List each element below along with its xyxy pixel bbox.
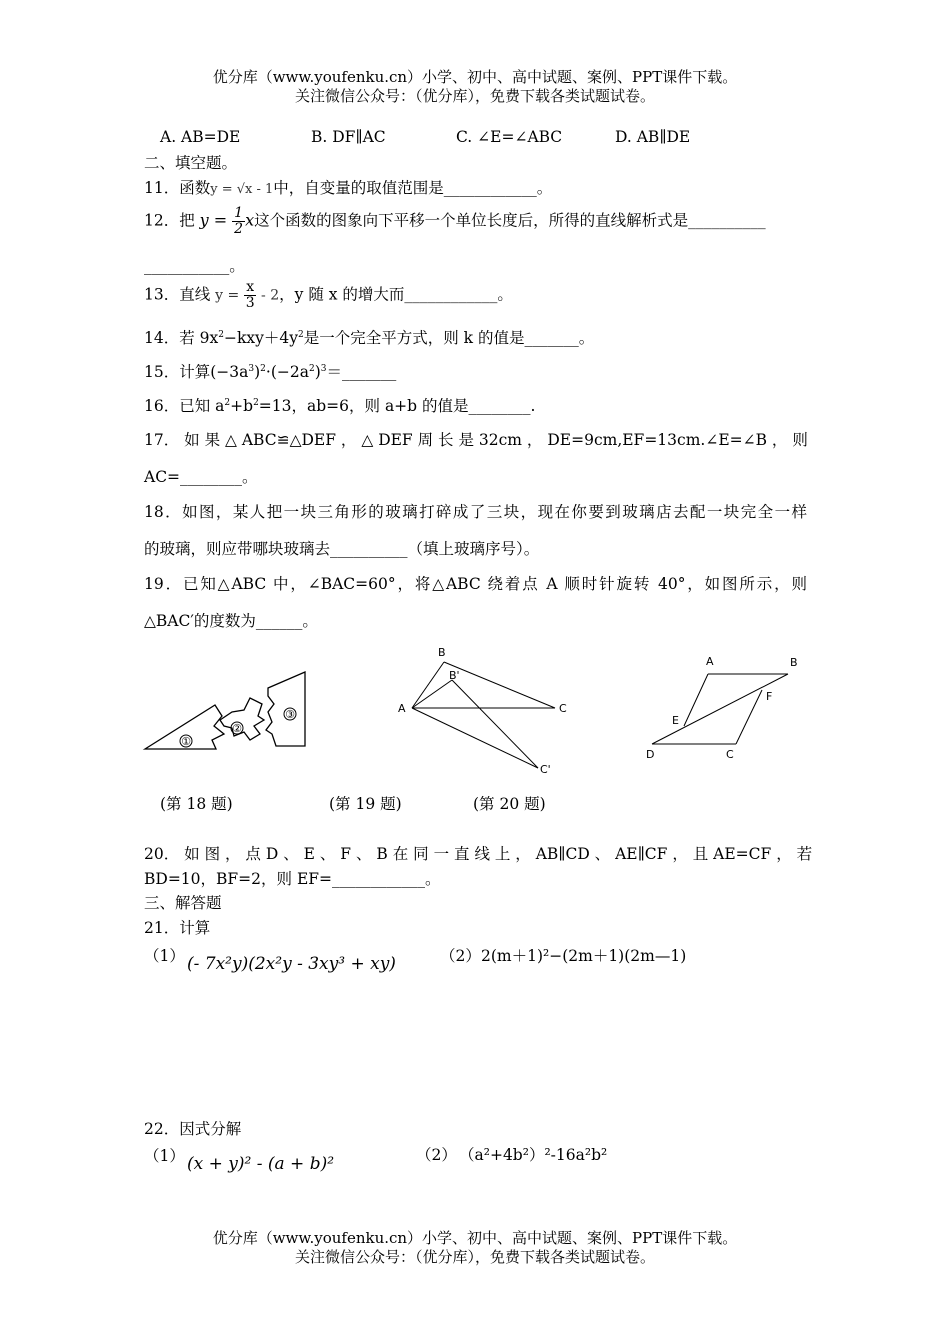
header-line-1: 优分库（www.youfenku.cn）小学、初中、高中试题、案例、PPT课件下载。 (212, 68, 738, 86)
q21-part-1-expression: (- 7x²y)(2x²y - 3xy³ + xy) (187, 954, 396, 974)
q15-part-a: 15．计算(−3a (144, 363, 249, 381)
q12-denominator: 2 (234, 221, 244, 237)
question-17-line-2: AC=________。 (144, 468, 258, 486)
caption-fig-18: (第 18 题) (160, 795, 233, 813)
footer-line-2: 关注微信公众号：（优分库），免费下载各类试题试卷。 (294, 1248, 655, 1266)
fig20-label-c: C (726, 748, 734, 761)
q15-part-d: ) (314, 363, 321, 381)
fig20-label-e: E (672, 714, 679, 727)
question-16: 16．已知 $a^2+b^2=13$，ab=6，则 a+b 的值是________. (144, 397, 536, 415)
question-19-line-1: 19．已知△ABC 中，∠BAC=60°，将△ABC 绕着点 A 顺时针旋转 40°，如图所示，则 (144, 575, 807, 593)
q16-part-a: 16．已知 a (144, 397, 225, 415)
q11-suffix: 中，自变量的取值范围是____________。 (273, 179, 553, 197)
q13-suffix: ，y 随 x 的增大而____________。 (279, 285, 513, 304)
figure-20 (640, 650, 820, 765)
q12-fraction (232, 206, 245, 237)
q12-y: y = (199, 210, 228, 230)
q21-part-2-label: （2） (440, 947, 481, 965)
question-19-line-2: △BAC′的度数为______。 (144, 612, 318, 630)
question-21-title: 21．计算 (144, 919, 211, 937)
question-18-line-1: 18．如图，某人把一块三角形的玻璃打碎成了三块，现在你要到玻璃店去配一块完全一样 (144, 503, 807, 521)
q13-denominator: 3 (245, 295, 255, 311)
q12-numerator: 1 (234, 205, 244, 221)
q14-part-b: −kxy＋4y (224, 329, 298, 347)
q21-part-2-expression: 2(m＋1)²−(2m＋1)(2m—1) (481, 947, 687, 965)
q13-fraction (244, 280, 256, 311)
choice-b: B. DF∥AC (311, 128, 386, 146)
caption-fig-20: (第 20 题) (473, 795, 546, 813)
figure-19 (390, 640, 580, 780)
fig19-label-b-prime: B' (449, 669, 460, 682)
question-20-line-2: BD=10，BF=2，则 EF=____________。 (144, 870, 441, 888)
q16-part-c: =13，ab=6，则 a+b 的值是________. (258, 397, 536, 415)
q13-y: y = (215, 287, 240, 304)
q14-part-c: 是一个完全平方式，则 k 的值是_______。 (303, 329, 595, 347)
q22-part-1-label: （1） (144, 1147, 185, 1165)
choice-d: D. AB∥DE (615, 128, 691, 146)
header-line-2: 关注微信公众号：（优分库），免费下载各类试题试卷。 (294, 87, 655, 105)
question-15: 15．计算$(-3a^3)^2\cdot(-2a^2)^3=\_\_\_\_\_\_\_$ (144, 363, 397, 381)
question-12 (144, 206, 766, 237)
q22-part-1-expression: (x + y)² - (a + b)² (187, 1154, 335, 1174)
choice-a: A. AB=DE (160, 128, 241, 146)
fig20-label-b: B (790, 656, 798, 669)
caption-fig-19: (第 19 题) (329, 795, 402, 813)
q12-x: x (245, 210, 255, 230)
glass-piece-2 (220, 698, 264, 740)
question-18-line-2: 的玻璃，则应带哪块玻璃去__________（填上玻璃序号）。 (144, 540, 540, 558)
question-13 (144, 280, 513, 311)
fig18-label-1: ① (181, 735, 191, 748)
fig20-label-a: A (706, 655, 714, 668)
q15-part-b: ) (254, 363, 261, 381)
q22-part-2-label: （2） (416, 1146, 457, 1164)
q11-formula: y = √x - 1 (210, 182, 274, 197)
figure-18 (140, 660, 320, 760)
choice-c: C. ∠E=∠ABC (456, 128, 563, 146)
fig20-label-d: D (646, 748, 655, 761)
q13-rest: - 2 (261, 287, 280, 304)
q12-suffix: 这个函数的图象向下平移一个单位长度后，所得的直线解析式是__________ (254, 211, 766, 230)
fig19-label-b: B (438, 646, 446, 659)
q22-part-2-expression: （a²+4b²）²-16a²b² (459, 1146, 608, 1164)
question-11 (144, 176, 552, 198)
question-20-line-1: 20． 如 图 ， 点 D 、 E 、 F 、 B 在 同 一 直 线 上 ， AB∥CD 、 AE∥CF ， 且 AE=CF ， 若 (144, 845, 813, 863)
question-12-line-2: ___________。 (144, 257, 245, 275)
fig18-label-2: ② (232, 722, 242, 735)
section-2-title: 二、填空题。 (144, 154, 238, 172)
q11-prefix: 11．函数 (144, 179, 211, 197)
q21-part-1-label: （1） (144, 947, 185, 965)
q14-part-a: 14．若 9x (144, 329, 219, 347)
q12-prefix: 12．把 (144, 211, 195, 230)
fig19-label-c: C (559, 702, 567, 715)
question-22-title: 22．因式分解 (144, 1120, 242, 1138)
fig19-label-c-prime: C' (540, 763, 551, 776)
q16-part-b: +b (230, 397, 254, 415)
q13-numerator: x (246, 279, 255, 295)
section-3-title: 三、解答题 (144, 894, 222, 912)
q15-part-e: ＝_______ (326, 363, 397, 381)
q13-prefix: 13．直线 (144, 285, 211, 304)
question-17-line-1: 17． 如 果 △ ABC≌△DEF ， △ DEF 周 长 是 32cm ， DE=9cm,EF=13cm.∠E=∠B ， 则 (144, 431, 808, 449)
fig19-label-a: A (398, 702, 406, 715)
fig20-label-f: F (766, 690, 773, 703)
q15-part-c: ·(−2a (265, 363, 309, 381)
footer-line-1: 优分库（www.youfenku.cn）小学、初中、高中试题、案例、PPT课件下载。 (212, 1229, 738, 1247)
fig18-label-3: ③ (285, 708, 295, 721)
question-14: 14．若 $9x^2-kxy+4y^2$是一个完全平方式，则 k 的值是_______。 (144, 329, 595, 347)
